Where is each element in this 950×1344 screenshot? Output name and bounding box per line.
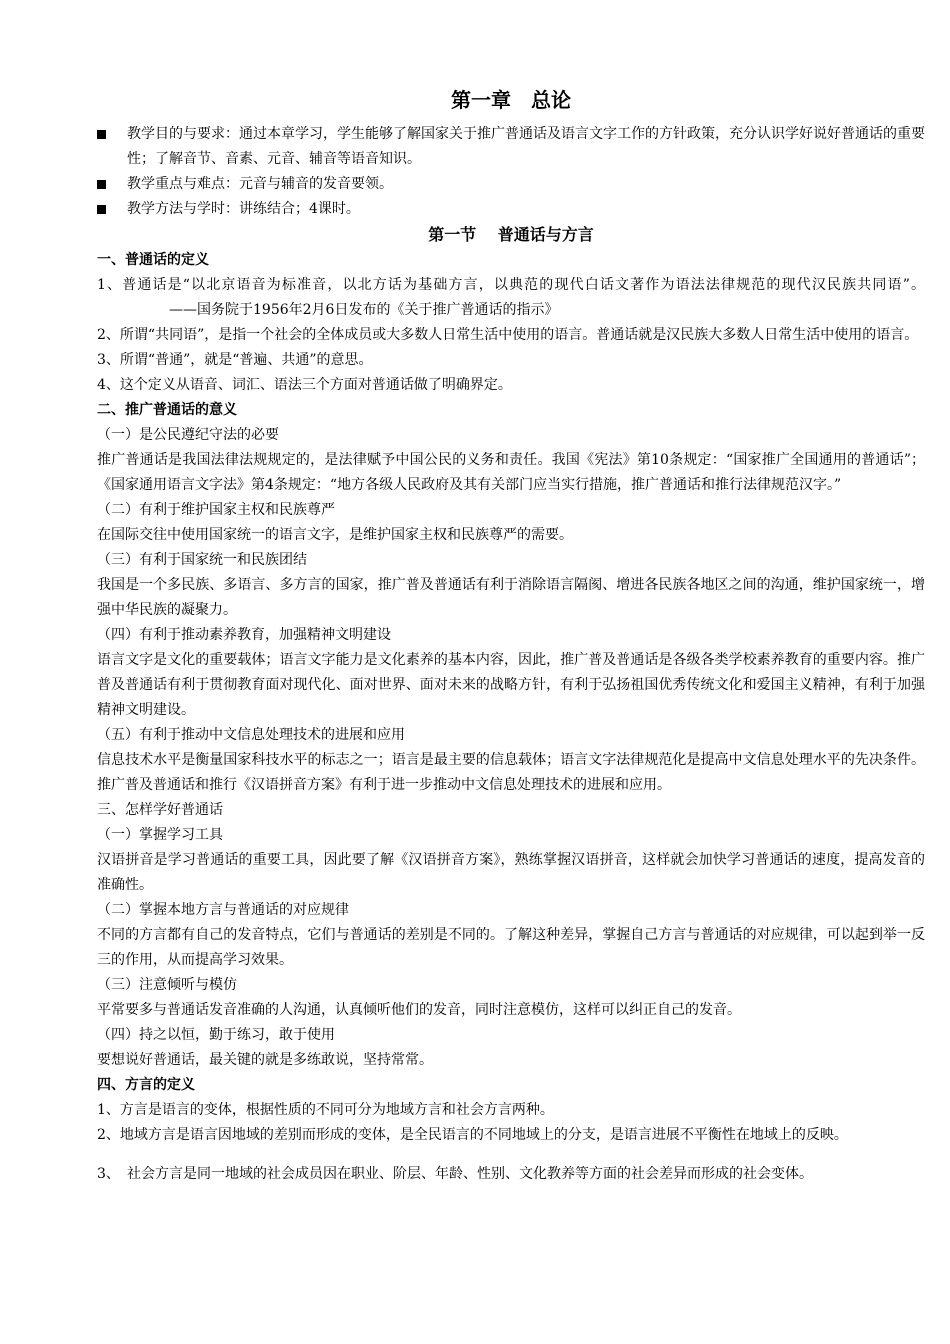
paragraph: 1、方言是语言的变体，根据性质的不同可分为地域方言和社会方言两种。 (97, 1102, 554, 1118)
paragraph: 语言文字是文化的重要载体；语言文字能力是文化素养的基本内容，因此，推广普及普通话是各级各类学校素养教育的重要内容。推广普及普通话有利于贯彻教育面对现代化、面对世界、面对未来的战略方针，有利于弘扬祖国优秀传统文化和爱国主义精神，有利于加强精神文明建设。 (97, 652, 925, 718)
paragraph: 在国际交往中使用国家统一的语言文字，是维护国家主权和民族尊严的需要。 (97, 527, 573, 543)
heading-dialect-definition: 四、方言的定义 (97, 1077, 195, 1093)
paragraph: 4、这个定义从语音、词汇、语法三个方面对普通话做了明确界定。 (97, 377, 512, 393)
paragraph: 推广普通话是我国法律法规规定的，是法律赋予中国公民的义务和责任。我国《宪法》第10条规定：“国家推广全国通用的普通话”；《国家通用语言文字法》第4条规定：“地方各级人民政府及其有关部门应当实行措施，推广普通话和推行法律规范汉字。” (97, 452, 925, 493)
subheading: （二）有利于维护国家主权和民族尊严 (97, 502, 335, 518)
section-title: 第一节 普通话与方言 (428, 225, 594, 244)
method-text: 教学方法与学时：讲练结合；4课时。 (127, 201, 360, 217)
focus-text: 教学重点与难点：元音与辅音的发音要领。 (127, 176, 393, 192)
objective-text: 教学目的与要求：通过本章学习，学生能够了解国家关于推广普通话及语言文字工作的方针政策，充分认识学好说好普通话的重要性；了解音节、音素、元音、辅音等语音知识。 (127, 126, 925, 167)
objectives-list (97, 122, 925, 222)
heading-how-to-learn: 三、怎样学好普通话 (97, 802, 223, 818)
document-page (97, 86, 925, 1201)
subheading: （三）有利于国家统一和民族团结 (97, 552, 307, 568)
definition-source: ——国务院于1956年2月6日发布的《关于推广普通话的指示》 (169, 302, 559, 318)
paragraph: 汉语拼音是学习普通话的重要工具，因此要了解《汉语拼音方案》，熟练掌握汉语拼音，这样就会加快学习普通话的速度，提高发音的准确性。 (97, 852, 925, 893)
list-item (97, 122, 925, 172)
subheading: （五）有利于推动中文信息处理技术的进展和应用 (97, 727, 405, 743)
square-bullet-icon (97, 180, 106, 189)
heading-definition: 一、普通话的定义 (97, 252, 209, 268)
paragraph: 平常要多与普通话发音准确的人沟通，认真倾听他们的发音，同时注意模仿，这样可以纠正自己的发音。 (97, 1002, 741, 1018)
item-number: 3、 (97, 1166, 120, 1182)
subheading: （四）有利于推动素养教育，加强精神文明建设 (97, 627, 391, 643)
paragraph: 3、所谓“普通”，就是“普遍、共通”的意思。 (97, 352, 373, 368)
paragraph (97, 1162, 925, 1187)
paragraph: 不同的方言都有自己的发音特点，它们与普通话的差别是不同的。了解这种差异，掌握自己方言与普通话的对应规律，可以起到举一反三的作用，从而提高学习效果。 (97, 927, 925, 968)
list-item (97, 197, 925, 222)
subheading: （二）掌握本地方言与普通话的对应规律 (97, 902, 349, 918)
paragraph: 2、所谓“共同语”，是指一个社会的全体成员或大多数人日常生活中使用的语言。普通话就是汉民族大多数人日常生活中使用的语言。 (97, 327, 919, 343)
square-bullet-icon (97, 130, 106, 139)
list-item (97, 172, 925, 197)
chapter-title: 第一章 总论 (451, 88, 571, 112)
social-dialect-text: 社会方言是同一地域的社会成员因在职业、阶层、年龄、性别、文化教养等方面的社会差异而形成的社会变体。 (127, 1166, 813, 1182)
paragraph (97, 273, 925, 323)
subheading: （一）掌握学习工具 (97, 827, 223, 843)
subheading: （三）注意倾听与模仿 (97, 977, 237, 993)
square-bullet-icon (97, 205, 106, 214)
paragraph: 信息技术水平是衡量国家科技水平的标志之一；语言是最主要的信息载体；语言文字法律规范化是提高中文信息处理水平的先决条件。推广普及普通话和推行《汉语拼音方案》有利于进一步推动中文信息处理技术的进展和应用。 (97, 752, 925, 793)
paragraph: 我国是一个多民族、多语言、多方言的国家，推广普及普通话有利于消除语言隔阂、增进各民族各地区之间的沟通，维护国家统一，增强中华民族的凝聚力。 (97, 577, 925, 618)
heading-significance: 二、推广普通话的意义 (97, 402, 237, 418)
subheading: （一）是公民遵纪守法的必要 (97, 427, 279, 443)
subheading: （四）持之以恒，勤于练习，敢于使用 (97, 1027, 335, 1043)
paragraph: 要想说好普通话，最关键的就是多练敢说，坚持常常。 (97, 1052, 433, 1068)
definition-text: 1、普通话是“以北京语音为标准音，以北方话为基础方言，以典范的现代白话文著作为语法法律规范的现代汉民族共同语”。 (97, 277, 925, 293)
paragraph: 2、地域方言是语言因地域的差别而形成的变体，是全民语言的不同地域上的分支，是语言进展不平衡性在地域上的反映。 (97, 1127, 848, 1143)
